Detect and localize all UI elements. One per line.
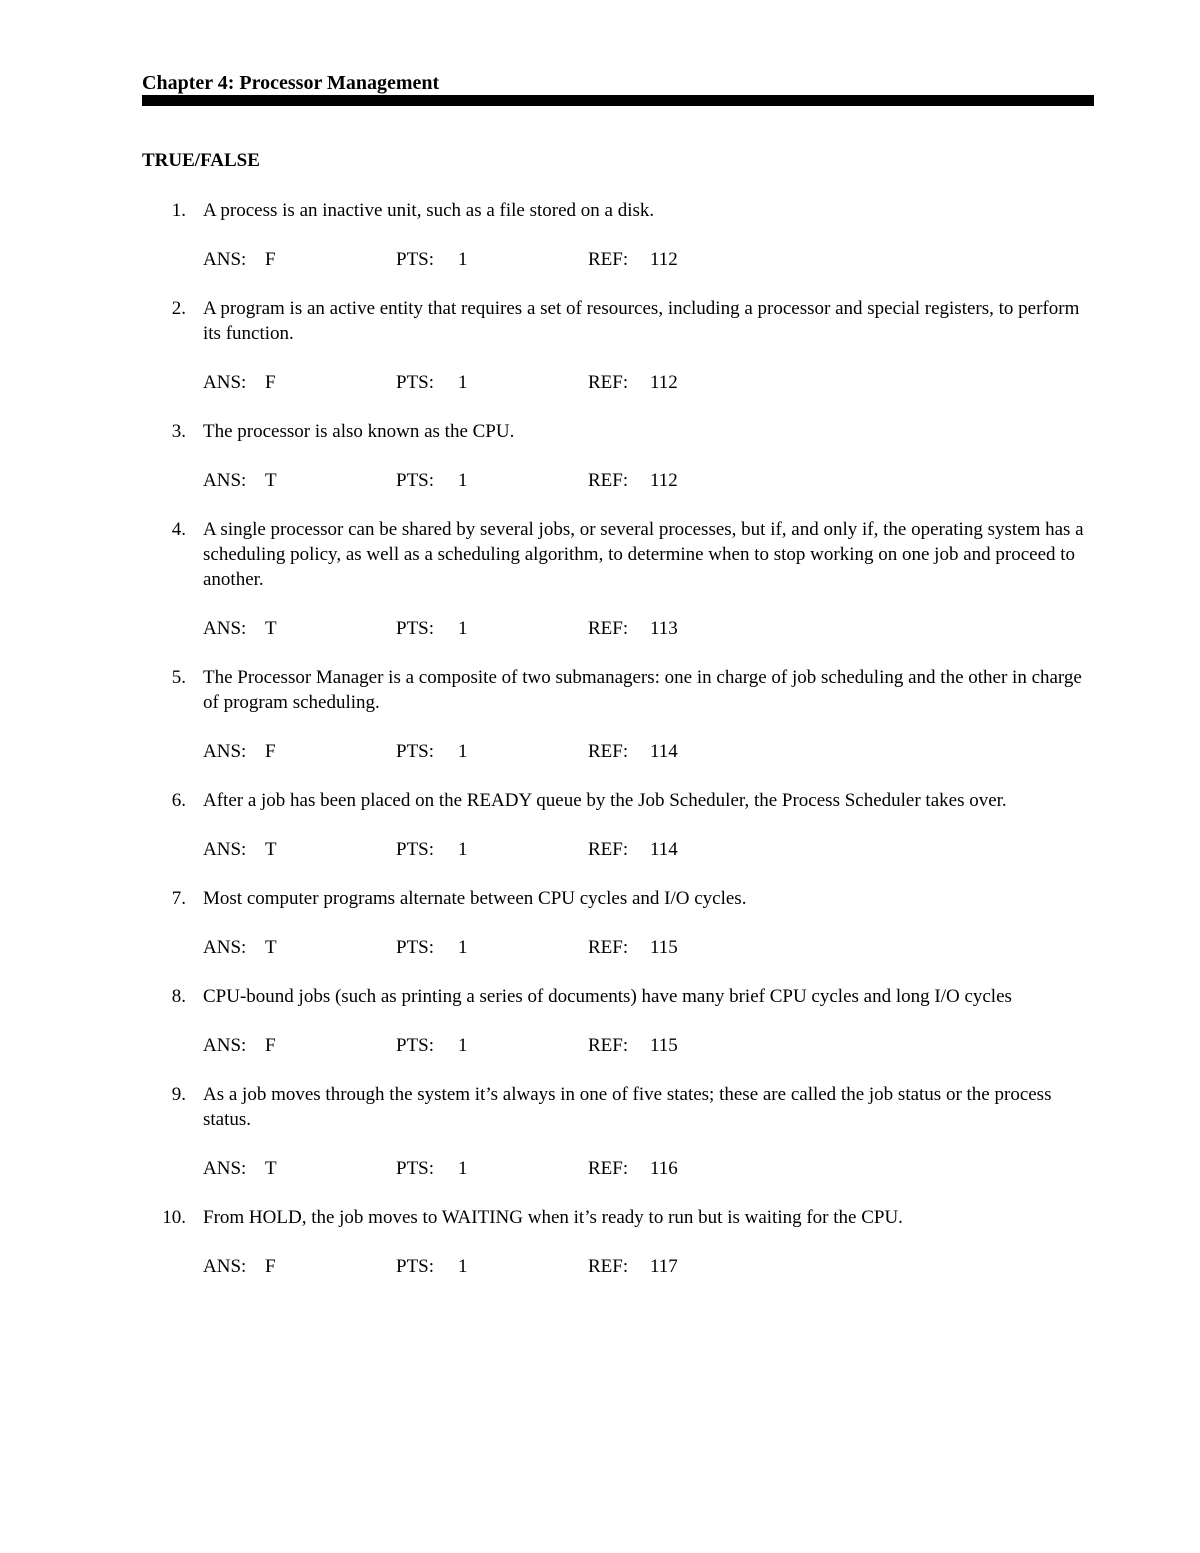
ref-label: REF: (588, 249, 629, 270)
question-text: The processor is also known as the CPU. (203, 421, 515, 442)
question-number: 6. (171, 790, 186, 811)
pts-value: 1 (458, 618, 468, 639)
ans-label: ANS: (203, 372, 247, 393)
answer-row (203, 1254, 1092, 1279)
pts-label: PTS: (396, 1158, 435, 1179)
ref-value: 114 (650, 839, 678, 860)
ans-label: ANS: (203, 470, 247, 491)
pts-label: PTS: (396, 372, 435, 393)
ref-label: REF: (588, 741, 629, 762)
question-text: As a job moves through the system it’s always in one of five states; these are called the job status or the process status. (203, 1084, 1052, 1130)
ans-label: ANS: (203, 618, 247, 639)
ans-label: ANS: (203, 1035, 247, 1056)
pts-label: PTS: (396, 470, 435, 491)
ans-value: T (265, 618, 277, 639)
question-text: From HOLD, the job moves to WAITING when it’s ready to run but is waiting for the CPU. (203, 1207, 903, 1228)
question-item (142, 517, 1092, 641)
ref-label: REF: (588, 470, 629, 491)
question-item (142, 296, 1092, 395)
pts-value: 1 (458, 937, 468, 958)
question-number: 10. (162, 1207, 186, 1228)
ans-label: ANS: (203, 1256, 247, 1277)
ref-label: REF: (588, 937, 629, 958)
answer-row (203, 1033, 1092, 1058)
answer-row (203, 935, 1092, 960)
ans-value: F (265, 1035, 276, 1056)
pts-value: 1 (458, 470, 468, 491)
question-text: The Processor Manager is a composite of two submanagers: one in charge of job scheduling and the other in charge of program scheduling. (203, 667, 1082, 713)
ref-value: 112 (650, 470, 678, 491)
question-list (142, 198, 1092, 1303)
pts-label: PTS: (396, 839, 435, 860)
ans-value: F (265, 1256, 276, 1277)
ref-value: 112 (650, 372, 678, 393)
pts-value: 1 (458, 1035, 468, 1056)
answer-row (203, 468, 1092, 493)
answer-row (203, 370, 1092, 395)
pts-value: 1 (458, 741, 468, 762)
question-text: After a job has been placed on the READY queue by the Job Scheduler, the Process Scheduler takes over. (203, 790, 1007, 811)
question-number: 3. (171, 421, 186, 442)
ans-value: T (265, 1158, 277, 1179)
title-rule (142, 95, 1094, 106)
pts-label: PTS: (396, 618, 435, 639)
question-number: 9. (171, 1084, 186, 1105)
ref-label: REF: (588, 372, 629, 393)
question-item (142, 788, 1092, 862)
ans-label: ANS: (203, 249, 247, 270)
ans-value: T (265, 937, 277, 958)
question-item (142, 198, 1092, 272)
ans-label: ANS: (203, 937, 247, 958)
pts-value: 1 (458, 839, 468, 860)
answer-row (203, 616, 1092, 641)
ref-label: REF: (588, 1158, 629, 1179)
answer-row (203, 837, 1092, 862)
ref-value: 117 (650, 1256, 678, 1277)
question-number: 8. (171, 986, 186, 1007)
ref-value: 115 (650, 1035, 678, 1056)
ref-label: REF: (588, 839, 629, 860)
pts-label: PTS: (396, 1035, 435, 1056)
question-item (142, 886, 1092, 960)
question-number: 5. (171, 667, 186, 688)
pts-value: 1 (458, 372, 468, 393)
ans-label: ANS: (203, 741, 247, 762)
ans-label: ANS: (203, 839, 247, 860)
pts-value: 1 (458, 1256, 468, 1277)
question-item (142, 984, 1092, 1058)
section-heading: TRUE/FALSE (142, 150, 260, 171)
question-number: 4. (171, 519, 186, 540)
answer-row (203, 247, 1092, 272)
ref-value: 112 (650, 249, 678, 270)
ref-value: 116 (650, 1158, 678, 1179)
question-item (142, 419, 1092, 493)
ref-value: 113 (650, 618, 678, 639)
pts-label: PTS: (396, 741, 435, 762)
question-item (142, 1205, 1092, 1279)
question-number: 1. (171, 200, 186, 221)
ans-value: F (265, 741, 276, 762)
pts-label: PTS: (396, 937, 435, 958)
answer-row (203, 739, 1092, 764)
ans-label: ANS: (203, 1158, 247, 1179)
ans-value: T (265, 470, 277, 491)
question-item (142, 1082, 1092, 1181)
ans-value: F (265, 249, 276, 270)
ref-value: 115 (650, 937, 678, 958)
ref-value: 114 (650, 741, 678, 762)
answer-row (203, 1156, 1092, 1181)
ans-value: F (265, 372, 276, 393)
pts-value: 1 (458, 1158, 468, 1179)
pts-label: PTS: (396, 249, 435, 270)
ref-label: REF: (588, 1035, 629, 1056)
question-text: A program is an active entity that requires a set of resources, including a processor and special registers, to perform its function. (203, 298, 1080, 344)
pts-value: 1 (458, 249, 468, 270)
ref-label: REF: (588, 1256, 629, 1277)
pts-label: PTS: (396, 1256, 435, 1277)
question-text: Most computer programs alternate between CPU cycles and I/O cycles. (203, 888, 747, 909)
question-text: A single processor can be shared by several jobs, or several processes, but if, and only if, the operating system has a scheduling policy, as well as a scheduling algorithm, to determine when to stop working on one job and proceed to another. (203, 519, 1084, 590)
question-text: A process is an inactive unit, such as a file stored on a disk. (203, 200, 655, 221)
question-number: 2. (171, 298, 186, 319)
chapter-title: Chapter 4: Processor Management (142, 72, 440, 94)
question-text: CPU-bound jobs (such as printing a series of documents) have many brief CPU cycles and long I/O cycles (203, 986, 1012, 1007)
question-number: 7. (171, 888, 186, 909)
ans-value: T (265, 839, 277, 860)
question-item (142, 665, 1092, 764)
ref-label: REF: (588, 618, 629, 639)
